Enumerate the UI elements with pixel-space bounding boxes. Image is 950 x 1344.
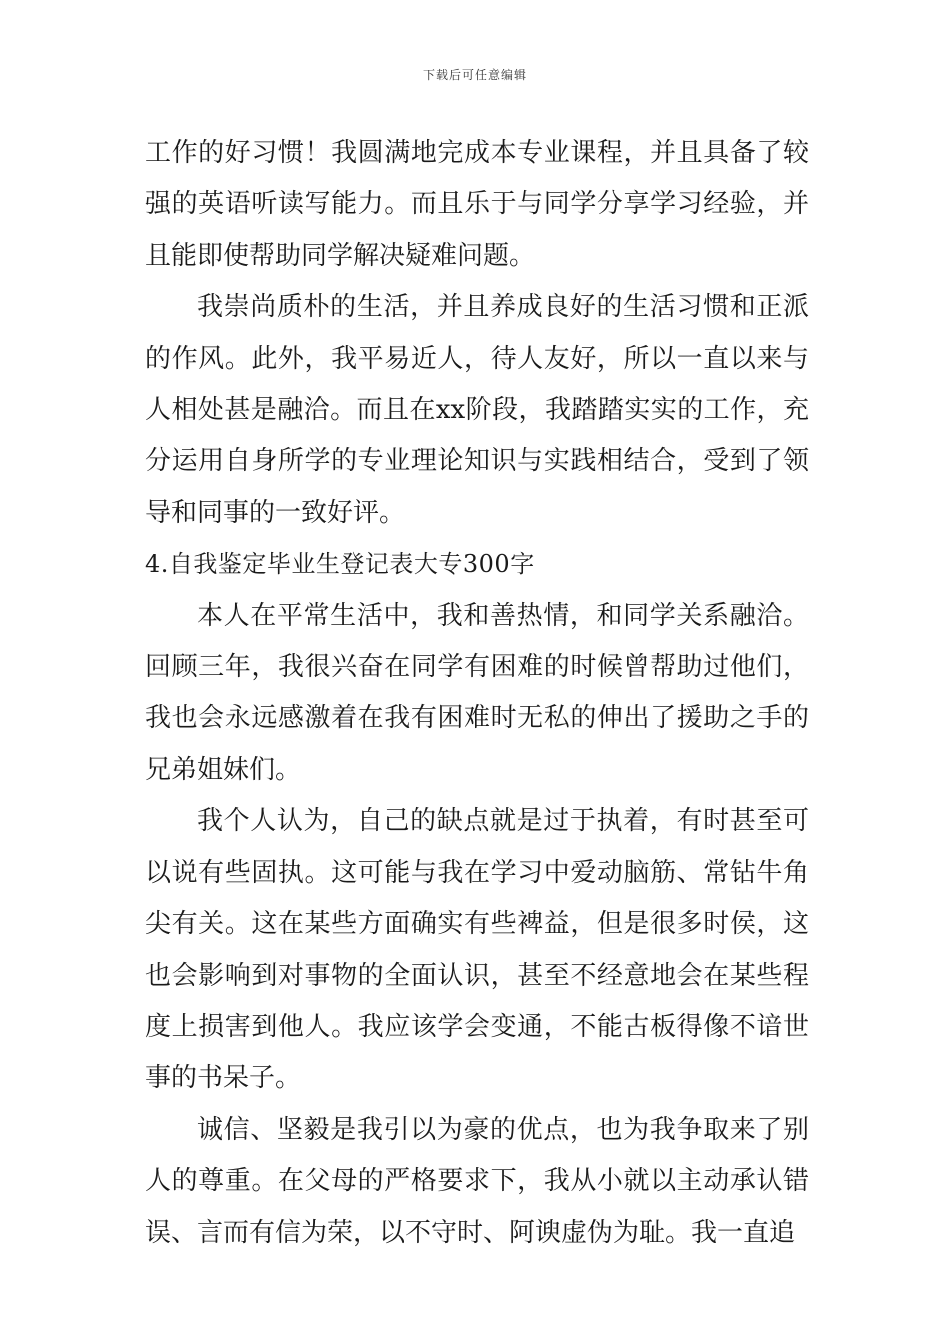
paragraph-personality: 本人在平常生活中，我和善热情，和同学关系融洽。回顾三年，我很兴奋在同学有困难的时候曾帮助过他们，我也会永远感激着在我有困难时无私的伸出了援助之手的兄弟姐妹们。 [145,600,809,785]
section-heading: 4.自我鉴定毕业生登记表大专300字 [145,550,535,579]
page-header: 下载后可任意编辑 [422,68,527,82]
document-body [145,128,809,1259]
paragraph-continued: 工作的好习惯！我圆满地完成本专业课程，并且具备了较强的英语听读写能力。而且乐于与同学分享学习经验，并且能即使帮助同学解决疑难问题。 [145,138,809,271]
paragraph-lifestyle: 我崇尚质朴的生活，并且养成良好的生活习惯和正派的作风。此外，我平易近人，待人友好，所以一直以来与人相处甚是融洽。而且在xx阶段，我踏踏实实的工作，充分运用自身所学的专业理论知识与实践相结合，受到了领导和同事的一致好评。 [145,292,809,528]
paragraph-weakness: 我个人认为，自己的缺点就是过于执着，有时甚至可以说有些固执。这可能与我在学习中爱动脑筋、常钻牛角尖有关。这在某些方面确实有些裨益，但是很多时侯，这也会影响到对事物的全面认识，甚至不经意地会在某些程度上损害到他人。我应该学会变通，不能古板得像不谙世事的书呆子。 [145,806,809,1094]
paragraph-strength: 诚信、坚毅是我引以为豪的优点，也为我争取来了别人的尊重。在父母的严格要求下，我从小就以主动承认错误、言而有信为荣，以不守时、阿谀虚伪为耻。我一直追 [145,1114,809,1248]
